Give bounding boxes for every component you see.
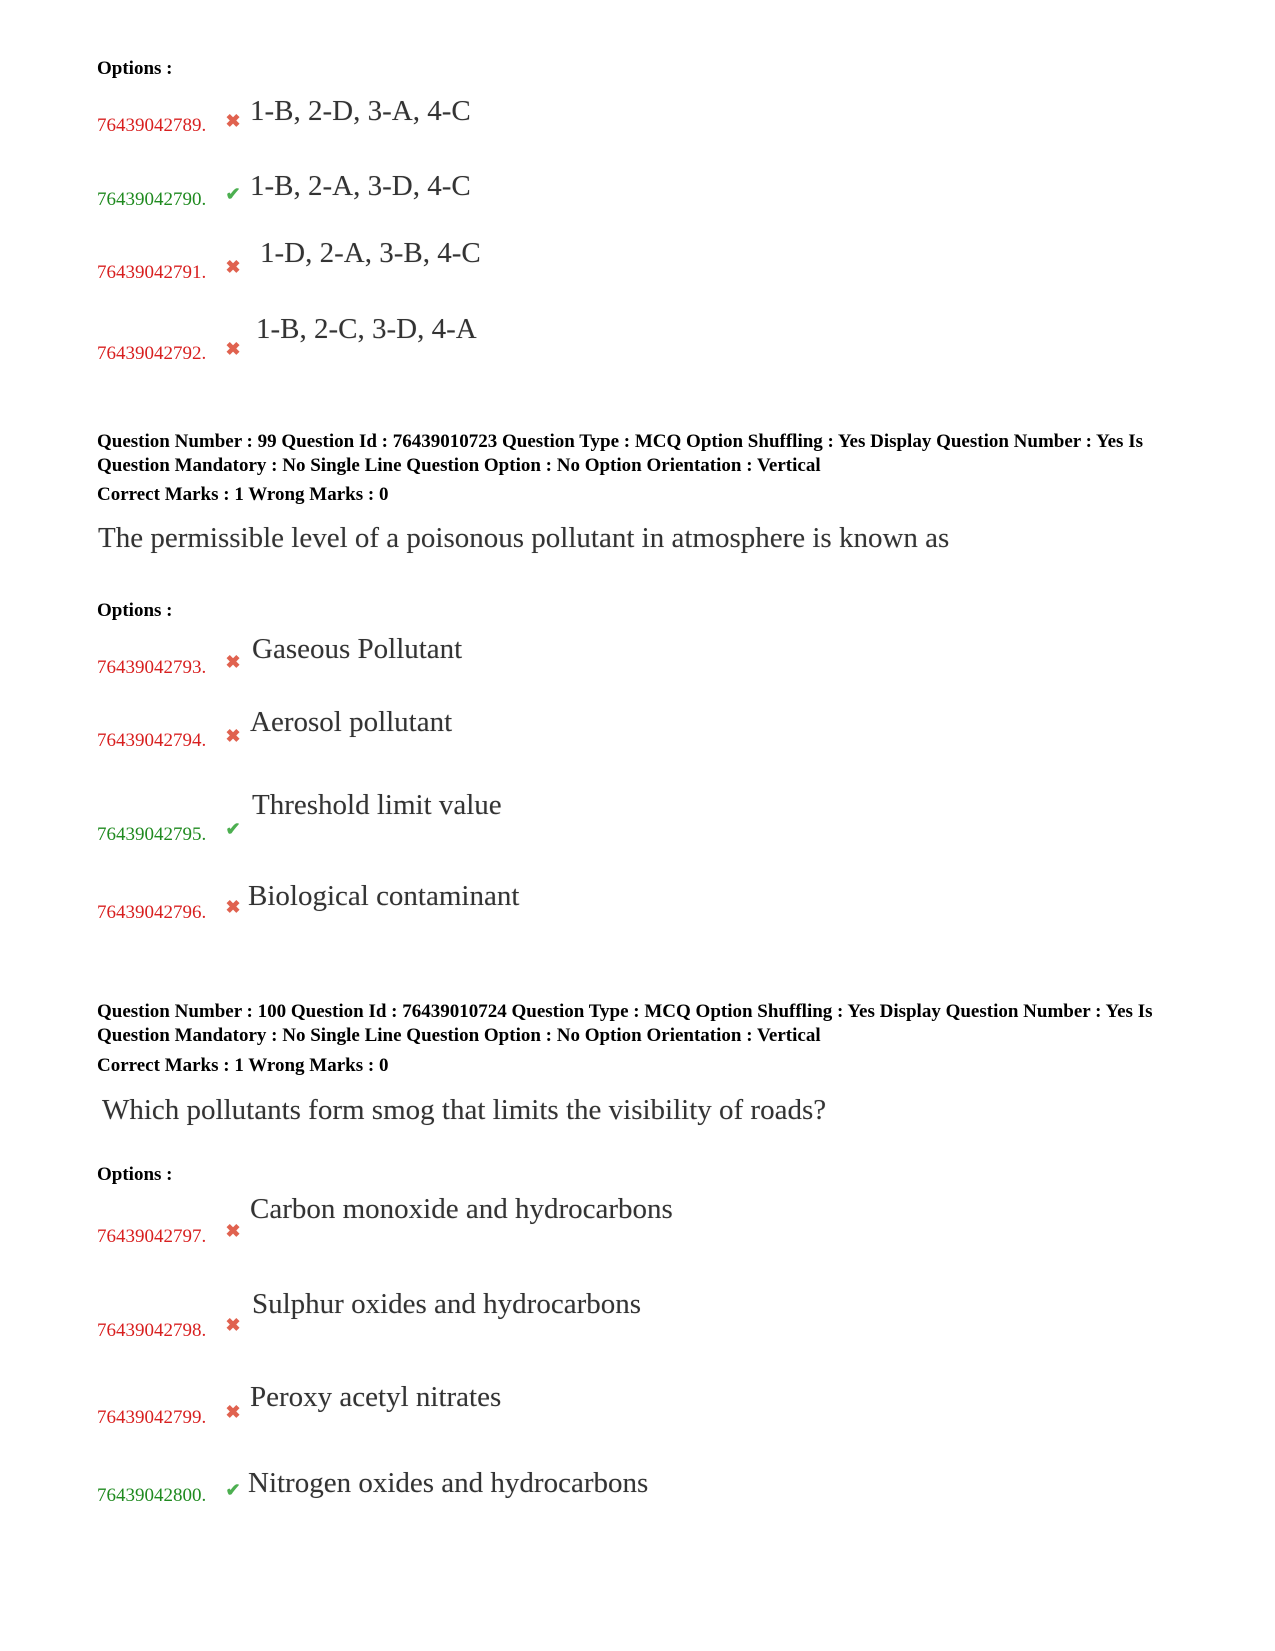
option-text: Carbon monoxide and hydrocarbons [250,1193,673,1225]
question-meta: Question Number : 99 Question Id : 76439010723 Question Type : MCQ Option Shuffling : Yes Display Question Number : Yes Is Question Mandatory : No Single Line Question Option : No Option Orientation : Vertical [97,431,1143,476]
cross-icon: ✖ [225,726,241,746]
options-label: Options : [97,1164,173,1185]
question-text: The permissible level of a poisonous pollutant in atmosphere is known as [98,522,950,554]
option-text: 1-B, 2-D, 3-A, 4-C [250,95,471,127]
check-icon: ✔ [225,1480,241,1500]
option-id: 76439042795. [97,824,207,845]
cross-icon: ✖ [225,1402,241,1422]
cross-icon: ✖ [225,339,241,359]
cross-icon: ✖ [225,652,241,672]
cross-icon: ✖ [225,1315,241,1335]
question-meta: Question Number : 100 Question Id : 76439010724 Question Type : MCQ Option Shuffling : Yes Display Question Number : Yes Is Question Mandatory : No Single Line Question Option : No Option Orientation : Vertical [97,1001,1153,1046]
option-id: 76439042799. [97,1407,207,1428]
option-text: Sulphur oxides and hydrocarbons [252,1288,642,1320]
options-label: Options : [97,58,173,79]
question-text: Which pollutants form smog that limits the visibility of roads? [102,1094,827,1126]
option-text: Biological contaminant [248,880,520,912]
option-text: 1-D, 2-A, 3-B, 4-C [260,237,481,269]
option-text: Peroxy acetyl nitrates [250,1381,502,1413]
question-marks: Correct Marks : 1 Wrong Marks : 0 [97,484,389,505]
option-id: 76439042792. [97,343,207,364]
option-text: 1-B, 2-C, 3-D, 4-A [256,313,477,345]
cross-icon: ✖ [225,111,241,131]
cross-icon: ✖ [225,1221,241,1241]
option-text: Nitrogen oxides and hydrocarbons [248,1467,649,1499]
option-id: 76439042789. [97,115,207,136]
option-text: 1-B, 2-A, 3-D, 4-C [250,170,471,202]
option-id: 76439042800. [97,1485,207,1506]
check-icon: ✔ [225,819,241,839]
option-id: 76439042793. [97,657,207,678]
check-icon: ✔ [225,184,241,204]
options-label: Options : [97,600,173,621]
option-id: 76439042798. [97,1320,207,1341]
option-id: 76439042794. [97,730,207,751]
option-id: 76439042790. [97,189,207,210]
cross-icon: ✖ [225,897,241,917]
option-text: Threshold limit value [252,789,502,821]
question-marks: Correct Marks : 1 Wrong Marks : 0 [97,1055,389,1076]
option-id: 76439042791. [97,262,207,283]
option-text: Gaseous Pollutant [252,633,463,665]
option-id: 76439042796. [97,902,207,923]
option-id: 76439042797. [97,1226,207,1247]
option-text: Aerosol pollutant [250,706,453,738]
cross-icon: ✖ [225,257,241,277]
